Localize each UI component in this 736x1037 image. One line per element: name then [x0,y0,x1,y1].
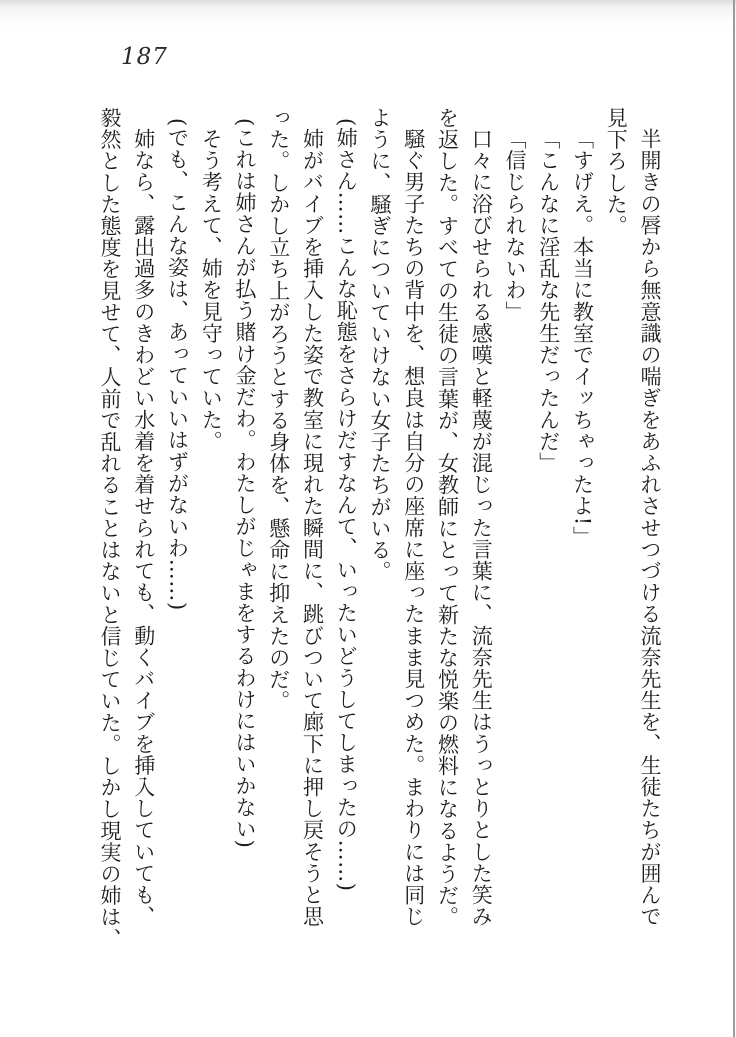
page-edge-line [733,0,735,1037]
text-line-4: 「こんなに淫乱な先生だったんだ」 [536,128,561,474]
text-line-8: 騒ぐ男子たちの背中を、想良は自分の座席に座ったまま見つめた。まわりには同じ [401,128,426,928]
text-line-7: を返した。すべての生徒の言葉が、女教師にとって新たな悦楽の燃料になるようだ。 [435,107,460,928]
text-line-1: 半開きの唇から無意識の喘ぎをあふれさせつづける流奈先生を、生徒たちが囲んで [638,128,662,928]
text-line-12: った。しかし立ち上がろうとする身体を、懸命に抑えたのだ。 [266,107,291,712]
text-line-15: (でも、こんな姿は、あっていいはずがないわ……) [165,117,190,611]
text-line-13: (これは姉さんが払う賭け金だわ。わたしがじゃまをするわけにはいかない) [233,117,257,848]
text-line-11: 姉がバイブを挿入した姿で教室に現れた瞬間に、跳びついて廊下に押し戻そうと思 [300,128,325,928]
text-line-3: 「すげえ。本当に教室でイッちゃったよ!」 [570,128,595,548]
text-line-9: ように、騒ぎについていけない女子たちがいる。 [368,107,392,583]
text-line-10: (姉さん……こんな恥態をさらけだすなんて、いったいどうしてしまったの……) [334,117,359,892]
page-number: 187 [121,44,168,70]
novel-text-block [92,107,666,969]
text-line-6: 口々に浴びせられる感嘆と軽蔑が混じった言葉に、流奈先生はうっとりとした笑み [469,128,494,928]
text-line-2: 見下ろした。 [604,107,629,237]
text-line-16: 姉なら、露出過多のきわどい水着を着せられても、動くバイブを挿入していても、 [131,128,156,928]
text-line-17: 毅然とした態度を見せて、人前で乱れることはないと信じていた。しかし現実の姉は、 [98,107,122,950]
text-line-14: そう考えて、姉を見守っていた。 [199,128,224,452]
text-line-5: 「信じられないわ」 [503,128,527,323]
